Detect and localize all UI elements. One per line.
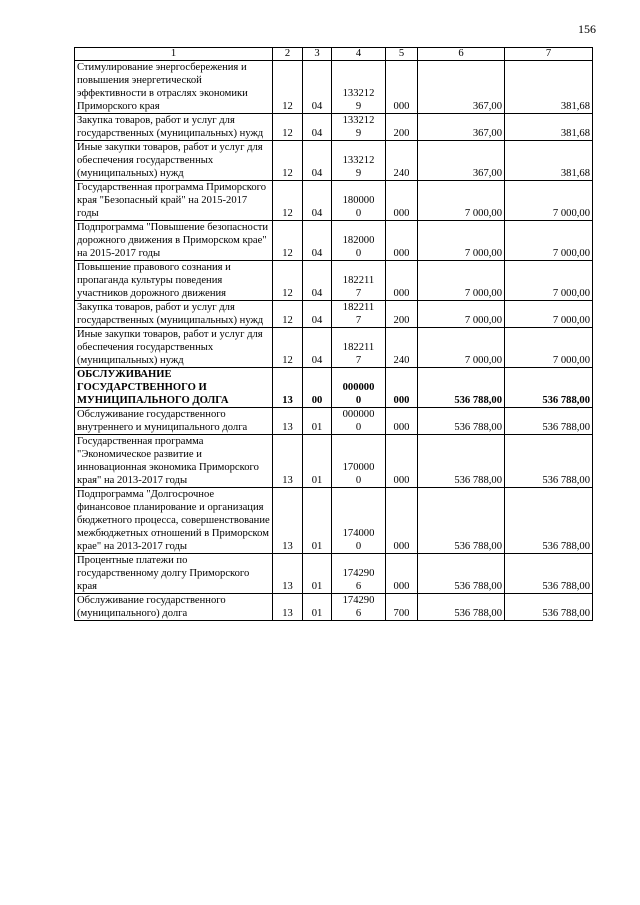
row-name-cell: Иные закупки товаров, работ и услуг для обеспечения государственных (муниципальных) нужд [75,141,273,181]
sum-2016-cell: 536 788,00 [418,408,505,435]
article-code-line-1: 174290 [342,568,375,579]
subsection-code-cell: 04 [303,114,332,141]
article-code-line-2: 0 [355,395,362,406]
article-code-cell [332,554,386,594]
sum-2016-cell: 7 000,00 [418,301,505,328]
expense-type-cell: 000 [386,221,418,261]
sum-2017-cell: 7 000,00 [505,181,593,221]
page-number: 156 [578,22,596,36]
header-cell: 5 [386,48,418,61]
article-code-line-2: 7 [355,355,362,366]
section-code-cell: 13 [273,368,303,408]
article-code-cell [332,141,386,181]
article-code-line-1: 133212 [342,115,375,126]
section-code-cell: 13 [273,488,303,554]
article-code-cell [332,594,386,621]
table-row [75,408,593,435]
expense-type-cell: 000 [386,488,418,554]
expense-type-cell: 000 [386,261,418,301]
sum-2017-cell: 536 788,00 [505,435,593,488]
expense-type-cell: 000 [386,435,418,488]
article-code-line-1: 000000 [342,382,375,393]
subsection-code-cell: 01 [303,554,332,594]
section-code-cell: 12 [273,181,303,221]
article-code-line-1: 133212 [342,88,375,99]
section-code-cell: 13 [273,554,303,594]
expense-type-cell: 200 [386,301,418,328]
section-code-cell: 12 [273,114,303,141]
article-code-line-1: 133212 [342,155,375,166]
expense-type-cell: 000 [386,368,418,408]
header-cell: 2 [273,48,303,61]
article-code-line-2: 0 [355,208,362,219]
subsection-code-cell: 01 [303,488,332,554]
section-code-cell: 13 [273,435,303,488]
subsection-code-cell: 04 [303,61,332,114]
article-code-line-2: 7 [355,315,362,326]
sum-2016-cell: 367,00 [418,114,505,141]
expense-type-cell: 000 [386,408,418,435]
sum-2017-cell: 7 000,00 [505,301,593,328]
subsection-code-cell: 04 [303,141,332,181]
sum-2017-cell: 381,68 [505,141,593,181]
expense-type-cell: 200 [386,114,418,141]
expense-type-cell: 000 [386,61,418,114]
sum-2016-cell: 7 000,00 [418,261,505,301]
row-name-cell: Обслуживание государственного внутреннего и муниципального долга [75,408,273,435]
row-name-cell: Обслуживание государственного (муниципального) долга [75,594,273,621]
row-name-cell: Повышение правового сознания и пропаганда культуры поведения участников дорожного движения [75,261,273,301]
article-code-line-1: 174290 [342,595,375,606]
article-code-line-2: 0 [355,248,362,259]
sum-2017-cell: 536 788,00 [505,554,593,594]
subsection-code-cell: 01 [303,594,332,621]
article-code-line-2: 0 [355,541,362,552]
article-code-cell [332,488,386,554]
sum-2016-cell: 536 788,00 [418,368,505,408]
expense-type-cell: 000 [386,554,418,594]
row-name-cell: Стимулирование энергосбережения и повышения энергетической эффективности в отраслях экономики Приморского края [75,61,273,114]
article-code-line-1: 174000 [342,528,375,539]
row-name-cell: Иные закупки товаров, работ и услуг для обеспечения государственных (муниципальных) нужд [75,328,273,368]
budget-table [74,47,593,621]
article-code-cell [332,301,386,328]
table-row [75,594,593,621]
section-code-cell: 13 [273,408,303,435]
sum-2016-cell: 7 000,00 [418,221,505,261]
table-row [75,181,593,221]
article-code-line-1: 182211 [342,342,375,353]
article-code-line-1: 182211 [342,302,375,313]
subsection-code-cell: 04 [303,221,332,261]
table-row [75,114,593,141]
article-code-line-1: 170000 [342,462,375,473]
article-code-line-2: 7 [355,288,362,299]
table-row [75,61,593,114]
expense-type-cell: 240 [386,328,418,368]
article-code-line-2: 6 [355,608,362,619]
article-code-cell [332,435,386,488]
row-name-cell: Закупка товаров, работ и услуг для государственных (муниципальных) нужд [75,301,273,328]
row-name-cell: Государственная программа "Экономическое развитие и инновационная экономика Приморского края" на 2013-2017 годы [75,435,273,488]
sum-2017-cell: 381,68 [505,114,593,141]
header-cell: 4 [332,48,386,61]
section-code-cell: 12 [273,261,303,301]
article-code-cell [332,261,386,301]
row-name-cell: Государственная программа Приморского края "Безопасный край" на 2015-2017 годы [75,181,273,221]
article-code-cell [332,328,386,368]
article-code-line-2: 9 [355,128,362,139]
row-name-cell: Подпрограмма "Долгосрочное финансовое планирование и организация бюджетного процесса, совершенствование межбюджетных отношений в Приморском крае" на 2013-2017 годы [75,488,273,554]
article-code-line-1: 182211 [342,275,375,286]
table-row [75,368,593,408]
article-code-cell [332,221,386,261]
article-code-line-2: 0 [355,475,362,486]
article-code-cell [332,368,386,408]
table-row [75,554,593,594]
header-cell: 1 [75,48,273,61]
article-code-line-2: 6 [355,581,362,592]
section-code-cell: 12 [273,61,303,114]
subsection-code-cell: 04 [303,261,332,301]
table-row [75,488,593,554]
article-code-line-1: 000000 [342,409,375,420]
sum-2017-cell: 381,68 [505,61,593,114]
table-row [75,328,593,368]
article-code-line-2: 0 [355,422,362,433]
header-cell: 7 [505,48,593,61]
header-row [75,48,593,61]
sum-2016-cell: 367,00 [418,141,505,181]
expense-type-cell: 000 [386,181,418,221]
table-row [75,141,593,181]
section-code-cell: 12 [273,328,303,368]
sum-2016-cell: 536 788,00 [418,554,505,594]
expense-type-cell: 700 [386,594,418,621]
subsection-code-cell: 00 [303,368,332,408]
expense-type-cell: 240 [386,141,418,181]
sum-2016-cell: 7 000,00 [418,328,505,368]
section-code-cell: 12 [273,221,303,261]
row-name-cell: ОБСЛУЖИВАНИЕ ГОСУДАРСТВЕННОГО И МУНИЦИПАЛЬНОГО ДОЛГА [75,368,273,408]
sum-2017-cell: 7 000,00 [505,328,593,368]
sum-2016-cell: 536 788,00 [418,488,505,554]
article-code-line-2: 9 [355,101,362,112]
article-code-cell [332,181,386,221]
sum-2016-cell: 7 000,00 [418,181,505,221]
subsection-code-cell: 04 [303,181,332,221]
article-code-cell [332,61,386,114]
section-code-cell: 12 [273,141,303,181]
sum-2017-cell: 7 000,00 [505,221,593,261]
section-code-cell: 13 [273,594,303,621]
sum-2017-cell: 536 788,00 [505,488,593,554]
sum-2016-cell: 536 788,00 [418,594,505,621]
subsection-code-cell: 04 [303,328,332,368]
sum-2016-cell: 536 788,00 [418,435,505,488]
article-code-line-1: 180000 [342,195,375,206]
subsection-code-cell: 01 [303,435,332,488]
row-name-cell: Закупка товаров, работ и услуг для государственных (муниципальных) нужд [75,114,273,141]
article-code-cell [332,408,386,435]
article-code-cell [332,114,386,141]
header-cell: 6 [418,48,505,61]
table-row [75,301,593,328]
sum-2017-cell: 536 788,00 [505,368,593,408]
table-row [75,261,593,301]
article-code-line-1: 182000 [342,235,375,246]
article-code-line-2: 9 [355,168,362,179]
subsection-code-cell: 04 [303,301,332,328]
section-code-cell: 12 [273,301,303,328]
sum-2017-cell: 536 788,00 [505,594,593,621]
row-name-cell: Подпрограмма "Повышение безопасности дорожного движения в Приморском крае" на 2015-2017 годы [75,221,273,261]
table-row [75,435,593,488]
sum-2016-cell: 367,00 [418,61,505,114]
sum-2017-cell: 7 000,00 [505,261,593,301]
row-name-cell: Процентные платежи по государственному долгу Приморского края [75,554,273,594]
sum-2017-cell: 536 788,00 [505,408,593,435]
table-row [75,221,593,261]
subsection-code-cell: 01 [303,408,332,435]
header-cell: 3 [303,48,332,61]
